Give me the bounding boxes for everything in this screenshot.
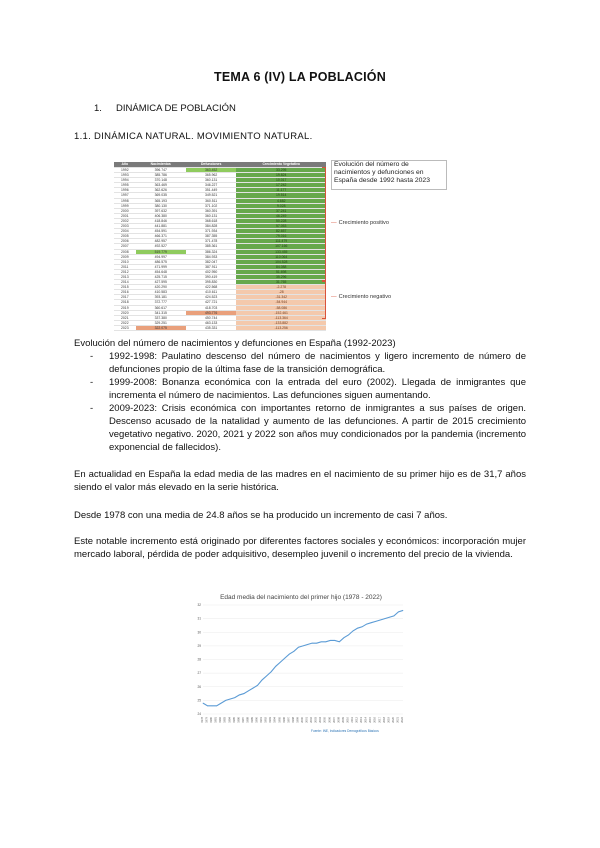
table-cell: 346.227: [186, 183, 237, 188]
table-cell: -133.882: [236, 320, 326, 325]
table-cell: 2006: [114, 239, 136, 244]
chart-data-point: [403, 610, 404, 611]
table-cell: 427.595: [136, 280, 186, 285]
bullet-item: [74, 350, 526, 376]
chart-y-tick-label: 24: [197, 712, 201, 716]
chart-x-tick-label: 1987: [241, 717, 245, 723]
table-cell: 420.290: [136, 285, 186, 290]
table-cell: 2019: [114, 305, 136, 310]
table-cell: -54.944: [236, 300, 326, 305]
table-header-cell: Defunciones: [186, 162, 237, 168]
chart-x-tick-label: 1995: [278, 717, 282, 723]
table-cell: 4.682: [236, 198, 326, 203]
table-cell: 418.846: [136, 218, 186, 223]
table-cell: 19.514: [236, 193, 326, 198]
table-cell: 2021: [114, 315, 136, 320]
table-cell: 2016: [114, 290, 136, 295]
table-cell: 322.075: [136, 325, 186, 330]
chart-x-tick-label: 1981: [214, 717, 218, 723]
chart-x-tick-label: 2020: [391, 717, 395, 723]
chart-data-point: [203, 703, 204, 704]
paragraph-mother-age: En actualidad en España la edad media de las madres en el nacimiento de su primer hijo es de 31,7 años siendo el valor más elevado en la serie histórica.: [74, 469, 526, 493]
table-cell: 370.148: [136, 178, 186, 183]
table-cell: 384.933: [186, 254, 237, 259]
paragraph-factors: Este notable incremento está originado por diferentes factores sociales y económicos: incorporación mujer mercado laboral, pérdida de poder adquisitivo, desempleo juvenil o incremento del precio de la vivienda.: [74, 536, 526, 560]
table-cell: 406.380: [136, 213, 186, 218]
table-cell: 402.950: [186, 269, 237, 274]
table-cell: 427.721: [186, 300, 237, 305]
chart-x-tick-label: 2018: [382, 717, 386, 723]
chart-data-point: [371, 622, 372, 623]
table-cell: 371.102: [186, 203, 237, 208]
table-cell: 385.361: [186, 244, 237, 249]
table-row: [114, 325, 326, 330]
page-title: TEMA 6 (IV) LA POBLACIÓN: [214, 70, 386, 84]
chart-x-tick-label: 2011: [351, 717, 354, 723]
chart-x-tick-label: 1990: [255, 717, 259, 723]
table-cell: 471.999: [136, 264, 186, 269]
chart-data-point: [362, 626, 363, 627]
chart-x-tick-label: 1996: [282, 717, 286, 723]
table-cell: 493.776: [186, 310, 237, 315]
chart-x-tick-label: 1983: [223, 717, 227, 723]
table-cell: 107.166: [236, 244, 326, 249]
table-cell: 435.331: [186, 325, 237, 330]
bullet-item: [74, 376, 526, 402]
chart-data-point: [321, 641, 322, 642]
table-cell: 360.131: [186, 178, 237, 183]
table-cell: 2000: [114, 208, 136, 213]
chart-x-tick-label: 2004: [319, 717, 323, 723]
chart-x-tick-label: 1994: [273, 717, 277, 723]
table-cell: 1992: [114, 168, 136, 173]
table-cell: 50.228: [236, 218, 326, 223]
chart-data-point: [244, 693, 245, 694]
table-cell: 396.747: [136, 168, 186, 173]
period-bullet-list: [74, 350, 526, 454]
chart-data-point: [389, 617, 390, 618]
chart-data-point: [357, 628, 358, 629]
table-cell: 2013: [114, 274, 136, 279]
positive-growth-label: — Crecimiento positivo: [331, 220, 389, 226]
chart-data-point: [230, 699, 231, 700]
births-deaths-table: [114, 162, 326, 331]
table-cell: 1996: [114, 188, 136, 193]
table-cell: 395.830: [186, 280, 237, 285]
table-cell: 1998: [114, 198, 136, 203]
table-cell: 11.177: [236, 188, 326, 193]
chart-x-tick-label: 2022: [401, 717, 404, 723]
table-cell: 33.295: [236, 168, 326, 173]
chart-data-point: [271, 671, 272, 672]
table-cell: -2.278: [236, 285, 326, 290]
table-cell: 1995: [114, 183, 136, 188]
chart-data-point: [366, 624, 367, 625]
chart-data-point: [298, 647, 299, 648]
table-cell: 111.479: [236, 239, 326, 244]
table-cell: 17.242: [236, 183, 326, 188]
chart-data-point: [316, 643, 317, 644]
chart-data-point: [384, 618, 385, 619]
table-cell: -28: [236, 290, 326, 295]
chart-x-tick-label: 1984: [228, 717, 232, 723]
table-cell: 341.315: [136, 310, 186, 315]
table-cell: 466.371: [136, 234, 186, 239]
table-cell: 351.449: [186, 188, 237, 193]
table-cell: 2001: [114, 213, 136, 218]
table-cell: 2007: [114, 244, 136, 249]
table-cell: 418.703: [186, 305, 237, 310]
chart-data-point: [307, 644, 308, 645]
table-cell: 410.583: [136, 290, 186, 295]
table-cell: 410.611: [186, 290, 237, 295]
chart-x-tick-label: 1982: [219, 717, 223, 723]
chart-data-point: [221, 703, 222, 704]
chart-data-point: [398, 611, 399, 612]
bullet-text: 2009-2023: Crisis económica con importantes retorno de inmigrantes a sus países de origen. Descenso acusado de la natalidad y aumento de las defunciones. A partir de 2015 crecimiento vegetativo negativo. 2020, 2021 y 2022 son años muy condicionados por la pandemia (incremento exponencial de fallecidos).: [109, 403, 526, 453]
chart-x-tick-label: 2006: [328, 717, 332, 723]
table-header-cell: Nacimientos: [136, 162, 186, 168]
chart-x-tick-label: 2007: [332, 717, 336, 723]
table-cell: 486.575: [136, 259, 186, 264]
table-cell: 393.181: [136, 295, 186, 300]
table-cell: 482.957: [136, 239, 186, 244]
table-cell: 35.296: [236, 274, 326, 279]
table-cell: 454.591: [136, 229, 186, 234]
positive-growth-bracket: [322, 167, 326, 281]
chart-x-tick-label: 1988: [246, 717, 250, 723]
chart-data-point: [375, 621, 376, 622]
chart-x-tick-label: 2005: [323, 717, 327, 723]
chart-x-tick-label: 1993: [269, 717, 273, 723]
table-cell: 363.469: [136, 183, 186, 188]
chart-x-tick-label: 2012: [355, 717, 359, 723]
table-cell: 1993: [114, 173, 136, 178]
chart-data-point: [394, 616, 395, 617]
chart-x-tick-label: 1991: [260, 717, 264, 723]
table-cell: 84.088: [236, 264, 326, 269]
table-cell: 2011: [114, 264, 136, 269]
chart-x-tick-label: 2013: [360, 717, 364, 723]
table-cell: 363.452: [186, 168, 237, 173]
chart-x-tick-label: 2008: [337, 717, 341, 723]
chart-x-tick-label: 2009: [341, 717, 345, 723]
table-cell: -58.086: [236, 305, 326, 310]
mother-age-chart: [193, 589, 409, 735]
table-cell: 10.017: [236, 178, 326, 183]
table-cell: 380.130: [136, 203, 186, 208]
table-cell: 360.131: [186, 213, 237, 218]
chart-data-point: [216, 705, 217, 706]
table-cell: -152.461: [236, 310, 326, 315]
chart-x-tick-label: 2016: [373, 717, 377, 723]
chart-data-point: [262, 680, 263, 681]
chart-y-tick-label: 26: [197, 684, 201, 689]
table-cell: 371.934: [186, 229, 237, 234]
negative-growth-bracket: [322, 281, 326, 319]
chart-x-tick-label: 2010: [346, 717, 350, 723]
chart-data-point: [353, 631, 354, 632]
table-caption-text: Evolución del número de nacimientos y defunciones en España (1992-2023): [74, 338, 396, 349]
chart-data-point: [312, 643, 313, 644]
table-cell: 82.657: [236, 229, 326, 234]
chart-data-point: [339, 641, 340, 642]
table-cell: 387.911: [186, 264, 237, 269]
chart-source: Fuente: INE, Indicadores Demográficos Básicos: [311, 729, 379, 733]
table-cell: 494.997: [136, 254, 186, 259]
table-cell: 37.241: [236, 208, 326, 213]
chart-series-line: [203, 610, 403, 705]
table-cell: 337.380: [136, 315, 186, 320]
chart-y-tick-label: 27: [197, 671, 201, 676]
table-cell: 79.016: [236, 234, 326, 239]
chart-data-point: [294, 651, 295, 652]
chart-data-point: [280, 662, 281, 663]
table-cell: 2002: [114, 218, 136, 223]
chart-data-point: [289, 654, 290, 655]
table-cell: 372.777: [136, 300, 186, 305]
table-cell: 362.626: [136, 188, 186, 193]
paragraph-increase: Desde 1978 con una media de 24.8 años se ha producido un incremento de casi 7 años.: [74, 510, 448, 521]
table-cell: 2018: [114, 300, 136, 305]
table-cell: 425.715: [136, 274, 186, 279]
table-cell: 369.035: [136, 193, 186, 198]
chart-x-tick-label: 1978: [201, 717, 204, 723]
table-header-cell: Año: [114, 162, 136, 168]
table-header-cell: Crecimiento Vegetativo: [236, 162, 326, 168]
table-cell: 397.632: [136, 208, 186, 213]
chart-title: Edad media del nacimiento del primer hijo (1978 - 2022): [220, 594, 382, 601]
chart-data-point: [257, 685, 258, 686]
table-cell: 2015: [114, 285, 136, 290]
table-cell: -113.364: [236, 315, 326, 320]
chart-x-tick-label: 2017: [378, 717, 382, 723]
chart-data-point: [344, 637, 345, 638]
table-cell: 2008: [114, 249, 136, 254]
chart-data-point: [380, 620, 381, 621]
table-cell: 492.527: [136, 244, 186, 249]
table-cell: 2014: [114, 280, 136, 285]
chart-data-point: [207, 705, 208, 706]
chart-x-tick-label: 2021: [396, 717, 400, 723]
table-cell: 371.478: [186, 239, 237, 244]
table-cell: 2012: [114, 269, 136, 274]
table-cell: 386.324: [186, 249, 237, 254]
table-cell: 463.133: [186, 320, 237, 325]
chart-data-point: [266, 676, 267, 677]
table-cell: 360.617: [136, 305, 186, 310]
table-cell: 19.824: [236, 173, 326, 178]
chart-data-point: [325, 641, 326, 642]
table-cell: -113.256: [236, 325, 326, 330]
section-heading: [94, 103, 236, 114]
bullet-marker: -: [90, 377, 94, 388]
table-cell: 46.249: [236, 213, 326, 218]
table-cell: 57.053: [236, 224, 326, 229]
chart-data-point: [348, 635, 349, 636]
table-cell: 2020: [114, 310, 136, 315]
chart-x-tick-label: 1999: [296, 717, 300, 723]
table-cell: 384.828: [186, 224, 237, 229]
chart-x-tick-label: 1989: [251, 717, 254, 723]
chart-y-tick-label: 31: [197, 616, 201, 621]
chart-data-point: [275, 666, 276, 667]
table-cell: 104.528: [236, 259, 326, 264]
table-cell: 360.511: [186, 198, 237, 203]
table-cell: 519.779: [136, 249, 186, 254]
chart-x-tick-label: 1997: [287, 717, 291, 723]
bullet-text: 1999-2008: Bonanza económica con la entrada del euro (2002). Llegada de inmigrantes que incrementa el número de nacimientos. Las defunciones siguen aumentando.: [109, 377, 526, 401]
table-cell: 110.064: [236, 254, 326, 259]
table-cell: 360.391: [186, 208, 237, 213]
table-cell: 2022: [114, 320, 136, 325]
table-cell: 2009: [114, 254, 136, 259]
table-cell: 349.521: [186, 193, 237, 198]
chart-x-tick-label: 1998: [291, 717, 295, 723]
table-cell: 382.047: [186, 259, 237, 264]
table-cell: 2005: [114, 234, 136, 239]
chart-y-tick-label: 28: [197, 657, 201, 662]
chart-x-tick-label: 2019: [387, 717, 391, 723]
table-cell: -31.342: [236, 295, 326, 300]
chart-x-tick-label: 2014: [364, 717, 368, 723]
chart-x-tick-label: 1992: [264, 717, 268, 723]
table-cell: 422.568: [186, 285, 237, 290]
chart-x-tick-label: 2002: [310, 717, 314, 723]
table-cell: 31.765: [236, 280, 326, 285]
table-cell: 441.881: [136, 224, 186, 229]
chart-data-point: [234, 697, 235, 698]
chart-y-tick-label: 32: [197, 603, 201, 607]
bullet-marker: -: [90, 403, 94, 414]
table-cell: 1999: [114, 203, 136, 208]
table-cell: 2010: [114, 259, 136, 264]
mother-age-chart-figure: [193, 589, 409, 735]
chart-data-point: [239, 695, 240, 696]
table-cell: 454.648: [136, 269, 186, 274]
section-number: 1.: [94, 103, 102, 114]
chart-x-tick-label: 1985: [232, 717, 236, 723]
chart-data-point: [303, 646, 304, 647]
births-deaths-table-figure: [114, 162, 326, 330]
table-figure-caption: Evolución del número de nacimientos y defunciones en España desde 1992 hasta 2023: [334, 161, 430, 184]
chart-data-point: [253, 688, 254, 689]
chart-x-tick-label: 2003: [314, 717, 318, 723]
table-cell: 1994: [114, 178, 136, 183]
chart-data-point: [212, 705, 213, 706]
table-cell: 2003: [114, 224, 136, 229]
table-cell: 2004: [114, 229, 136, 234]
table-cell: 450.744: [186, 315, 237, 320]
bullet-item: [74, 402, 526, 454]
chart-x-tick-label: 1986: [237, 717, 241, 723]
bullet-text: 1992-1998: Paulatino descenso del número de nacimientos y ligero incremento de número de defunciones propio de la última fase de la transición demográfica.: [109, 351, 526, 375]
table-cell: 133.455: [236, 249, 326, 254]
table-cell: 390.419: [186, 274, 237, 279]
table-cell: 2017: [114, 295, 136, 300]
table-cell: 51.698: [236, 269, 326, 274]
chart-y-tick-label: 25: [197, 698, 201, 703]
table-cell: 329.251: [136, 320, 186, 325]
chart-data-point: [330, 640, 331, 641]
table-cell: 9.028: [236, 203, 326, 208]
table-cell: 424.523: [186, 295, 237, 300]
section-title: DINÁMICA DE POBLACIÓN: [116, 103, 236, 114]
chart-y-tick-label: 30: [197, 630, 201, 635]
chart-x-tick-label: 2015: [369, 717, 373, 723]
table-cell: 365.962: [186, 173, 237, 178]
table-cell: 2023: [114, 325, 136, 330]
table-cell: 385.786: [136, 173, 186, 178]
chart-data-point: [284, 658, 285, 659]
subsection-heading: 1.1. DINÁMICA NATURAL. MOVIMIENTO NATURAL.: [74, 131, 313, 142]
negative-growth-label: — Crecimiento negativo: [331, 294, 392, 300]
table-cell: 365.193: [136, 198, 186, 203]
chart-data-point: [334, 640, 335, 641]
chart-x-tick-label: 2000: [301, 717, 304, 723]
chart-y-tick-label: 29: [197, 643, 201, 648]
chart-x-tick-label: 1979: [205, 717, 209, 723]
table-cell: 368.618: [186, 218, 237, 223]
chart-data-point: [225, 700, 226, 701]
table-cell: 387.355: [186, 234, 237, 239]
chart-x-tick-label: 2001: [305, 717, 309, 723]
chart-data-point: [248, 690, 249, 691]
chart-x-tick-label: 1980: [210, 717, 214, 723]
table-cell: 1997: [114, 193, 136, 198]
bullet-marker: -: [90, 351, 94, 362]
